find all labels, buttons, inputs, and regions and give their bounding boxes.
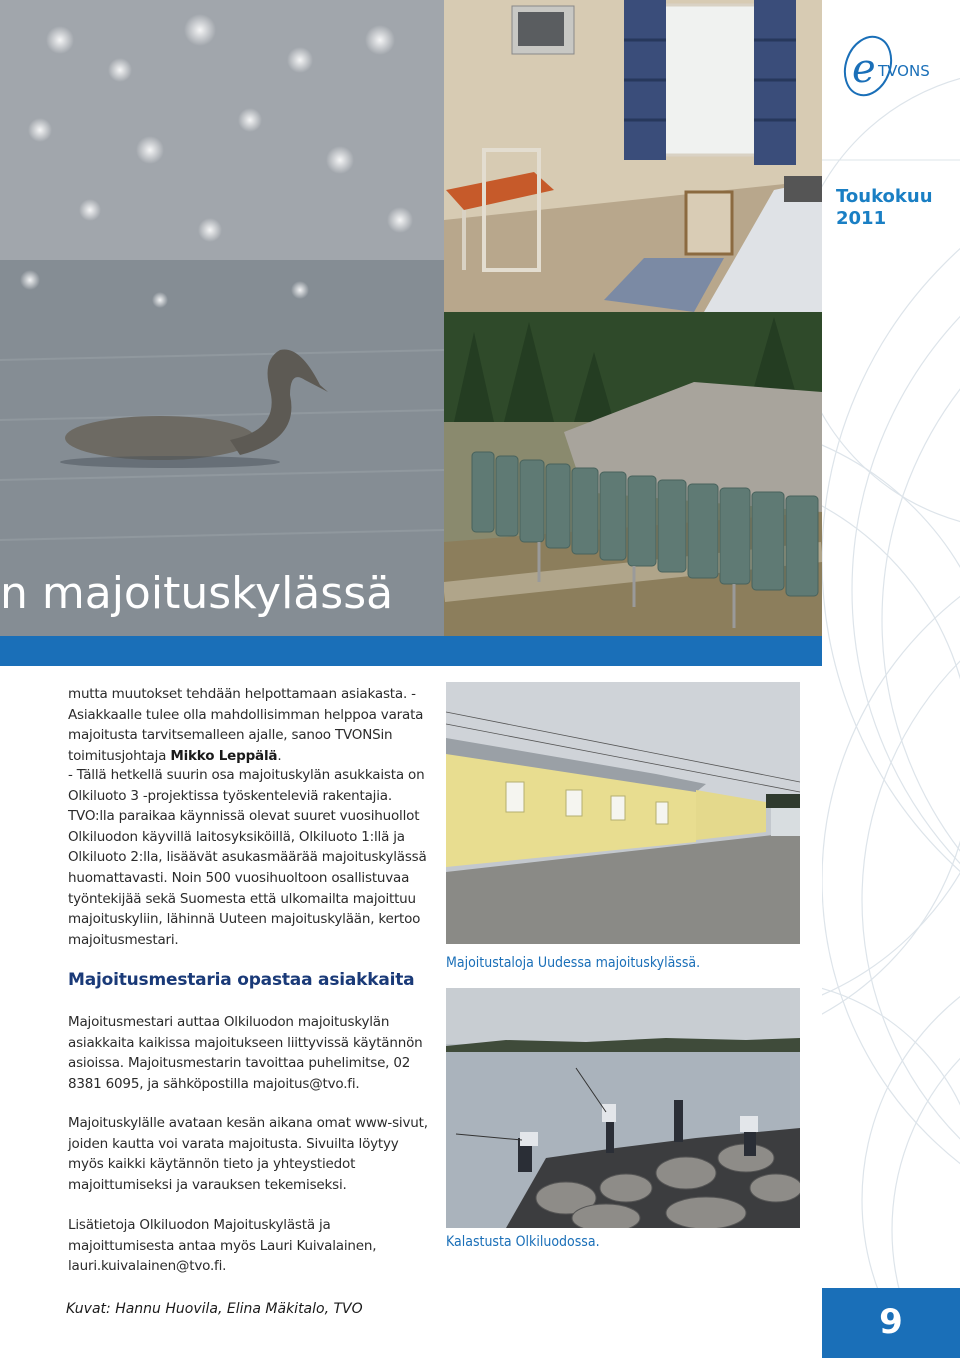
page-number: 9	[879, 1302, 903, 1342]
blue-band	[0, 636, 822, 666]
fishing-photo	[446, 988, 800, 1228]
mailboxes-photo	[444, 312, 822, 636]
photo-credit: Kuvat: Hannu Huovila, Elina Mäkitalo, TVO	[66, 1301, 363, 1317]
ceo-name: Mikko Leppälä	[170, 747, 278, 764]
section-heading: Majoitusmestaria opastaa asiakkaita	[68, 970, 415, 990]
article-paragraph-1	[68, 684, 430, 766]
headline: n majoituskylässä	[0, 568, 394, 619]
para1-end: .	[277, 747, 282, 764]
article-paragraph-2: - Tällä hetkellä suurin osa majoituskylän asukkaista on Olkiluoto 3 -projektissa työskenteleviä rakentajia. TVO:lla paraikaa käynnissä olevat suuret vuosihuollot Olkiluodon käyvillä laitosyksiköillä, Olkiluoto 1:llä ja Olkiluoto 2:lla, lisäävät asukasmäärää majoituskylässä huomattavasti. Noin 500 vuosihuoltoon osallistuvaa työntekijää sekä Suomesta että ulkomailta majoittuu majoituskyliin, lähinnä Uuteen majoituskylään, kertoo majoitusmestari.	[68, 767, 427, 948]
logo-letter: e	[852, 46, 876, 92]
logo-text: TVONS	[878, 62, 930, 80]
caption-houses: Majoitustaloja Uudessa majoituskylässä.	[446, 955, 701, 971]
issue-year: 2011	[836, 208, 887, 229]
caption-fishing: Kalastusta Olkiluodossa.	[446, 1234, 600, 1250]
tvons-logo	[838, 30, 956, 100]
issue-month: Toukokuu	[836, 186, 933, 207]
article-paragraph-3: Majoitusmestari auttaa Olkiluodon majoituskylän asiakkaita kaikissa majoitukseen liittyvissä käytännön asioissa. Majoitusmestarin tavoittaa puhelimitse, 02 8381 6095, ja sähköpostilla majoitus@tvo.fi.	[68, 1014, 423, 1092]
para1-text: mutta muutokset tehdään helpottamaan asiakasta. - Asiakkaalle tulee olla mahdollisimman helppoa varata majoitusta tarvitsemalleen ajalle, sanoo TVONSin toimitusjohtaja	[68, 686, 424, 764]
swan-photo	[0, 0, 444, 636]
houses-photo	[446, 682, 800, 944]
article-paragraph-5: Lisätietoja Olkiluodon Majoituskylästä ja majoittumisesta antaa myös Lauri Kuivalainen, lauri.kuivalainen@tvo.fi.	[68, 1217, 377, 1275]
room-photo	[444, 0, 822, 312]
issue-date	[836, 186, 933, 230]
article-paragraph-4: Majoituskylälle avataan kesän aikana omat www-sivut, joiden kautta voi varata majoitusta. Sivuilta löytyy myös kaikki käytännön tieto ja yhteystiedot majoittumiseksi ja varauksen tekemiseksi.	[68, 1115, 428, 1193]
